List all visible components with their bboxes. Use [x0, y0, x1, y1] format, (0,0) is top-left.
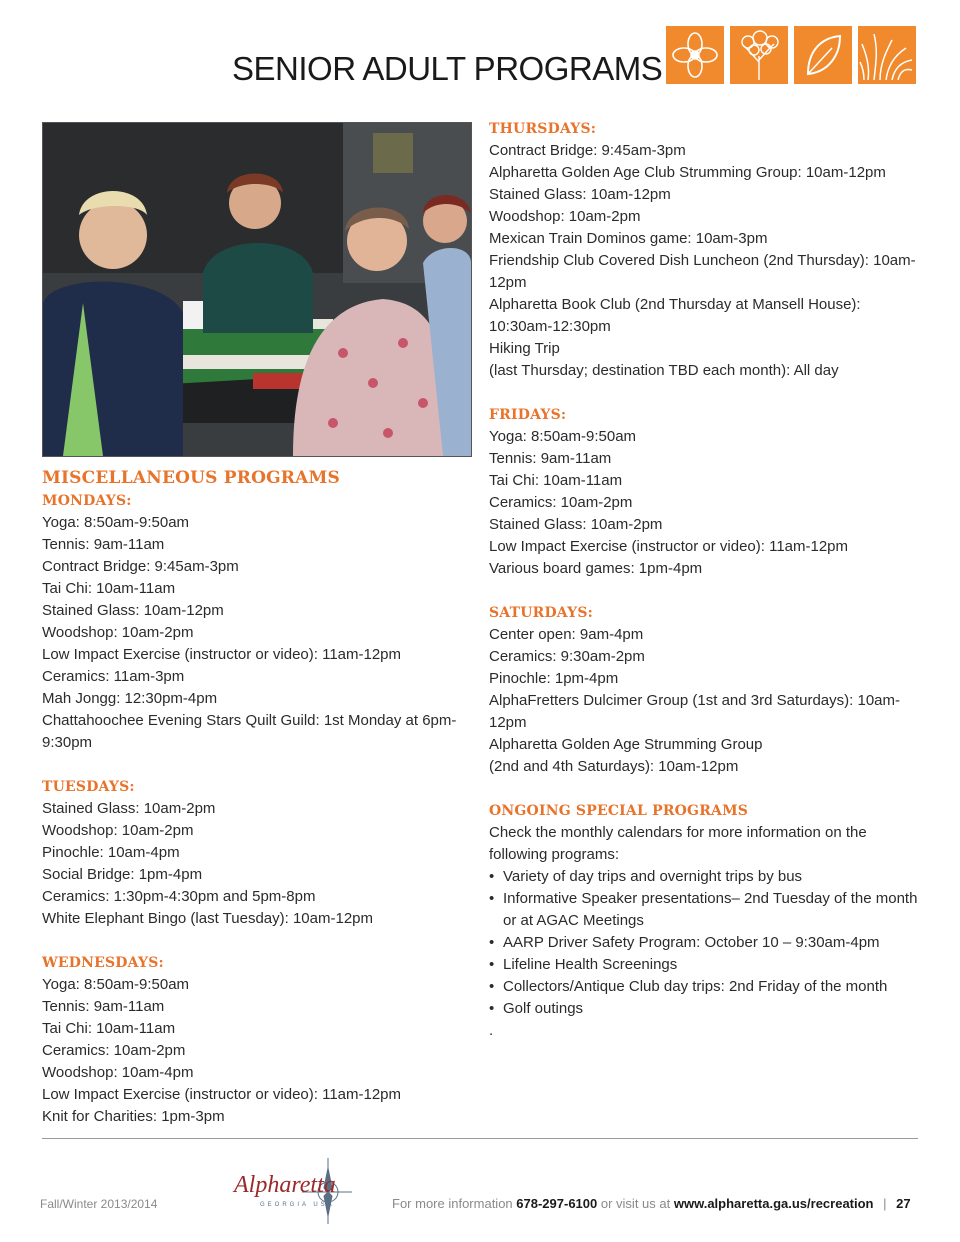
thursdays-heading: THURSDAYS:: [489, 121, 597, 137]
list-item: Pinochle: 1pm-4pm: [489, 670, 619, 687]
footer-divider: [42, 1138, 918, 1139]
list-item: Yoga: 8:50am-9:50am: [42, 514, 190, 531]
group-photo: [42, 122, 472, 457]
list-item: Tennis: 9am-11am: [42, 536, 165, 553]
list-item: Low Impact Exercise (instructor or video): 11am-12pm: [42, 1086, 402, 1103]
bullet-item: • Golf outings: [489, 998, 919, 1020]
list-item: AlphaFretters Dulcimer Group (1st and 3rd Saturdays): 10am-12pm: [489, 692, 900, 731]
bullet-item: • AARP Driver Safety Program: October 10 – 9:30am-4pm: [489, 932, 919, 954]
list-item: (last Thursday; destination TBD each month): All day: [489, 362, 839, 379]
footer-separator: |: [883, 1196, 887, 1211]
footer-info-middle: or visit us at: [600, 1196, 671, 1211]
list-item: Friendship Club Covered Dish Luncheon (2nd Thursday): 10am-12pm: [489, 252, 916, 291]
list-item: Ceramics: 11am-3pm: [42, 668, 185, 685]
list-item: Tai Chi: 10am-11am: [42, 1020, 176, 1037]
left-column: [42, 466, 472, 1128]
list-item: Alpharetta Golden Age Club Strumming Group: 10am-12pm: [489, 164, 886, 181]
ongoing-bullet-list: [489, 866, 919, 1020]
bullet-item: • Collectors/Antique Club day trips: 2nd Friday of the month: [489, 976, 919, 998]
logo-subtitle: GEORGIA USA: [260, 1202, 335, 1208]
list-item: Pinochle: 10am-4pm: [42, 844, 180, 861]
list-item: Alpharetta Golden Age Strumming Group: [489, 736, 763, 753]
header-icon-strip: [666, 26, 920, 84]
bullet-item: • Lifeline Health Screenings: [489, 954, 919, 976]
tuesdays-heading: TUESDAYS:: [42, 779, 135, 795]
logo-wordmark: Alpharetta: [234, 1172, 336, 1198]
list-item: Woodshop: 10am-2pm: [42, 624, 194, 641]
saturdays-heading: SATURDAYS:: [489, 605, 594, 621]
page-number: 27: [896, 1196, 911, 1211]
list-item: Mah Jongg: 12:30pm-4pm: [42, 690, 218, 707]
list-item: White Elephant Bingo (last Tuesday): 10am-12pm: [42, 910, 374, 927]
mondays-heading: MONDAYS:: [42, 493, 132, 509]
footer-season: Fall/Winter 2013/2014: [40, 1197, 158, 1211]
flower-icon: [666, 26, 724, 84]
trailing-mark: .: [489, 1022, 494, 1039]
alpharetta-logo: [232, 1158, 352, 1224]
list-item: Low Impact Exercise (instructor or video): 11am-12pm: [42, 646, 402, 663]
list-item: Mexican Train Dominos game: 10am-3pm: [489, 230, 768, 247]
ongoing-intro: Check the monthly calendars for more information on the following programs:: [489, 824, 867, 863]
tree-icon: [730, 26, 788, 84]
list-item: Yoga: 8:50am-9:50am: [489, 428, 637, 445]
footer-contact: [392, 1196, 911, 1211]
wednesdays-heading: WEDNESDAYS:: [42, 955, 164, 971]
list-item: Hiking Trip: [489, 340, 560, 357]
list-item: Chattahoochee Evening Stars Quilt Guild: 1st Monday at 6pm-9:30pm: [42, 712, 457, 751]
misc-heading: MISCELLANEOUS PROGRAMS: [42, 468, 341, 488]
list-item: Various board games: 1pm-4pm: [489, 560, 703, 577]
list-item: Yoga: 8:50am-9:50am: [42, 976, 190, 993]
footer-phone: 678-297-6100: [516, 1196, 598, 1211]
page-title: SENIOR ADULT PROGRAMS: [232, 50, 663, 87]
list-item: Social Bridge: 1pm-4pm: [42, 866, 203, 883]
list-item: Tai Chi: 10am-11am: [489, 472, 623, 489]
list-item: Center open: 9am-4pm: [489, 626, 644, 643]
ongoing-heading: ONGOING SPECIAL PROGRAMS: [489, 803, 749, 819]
bullet-item: • Variety of day trips and overnight trips by bus: [489, 866, 919, 888]
list-item: Woodshop: 10am-4pm: [42, 1064, 194, 1081]
list-item: Low Impact Exercise (instructor or video): 11am-12pm: [489, 538, 849, 555]
list-item: Stained Glass: 10am-2pm: [42, 800, 216, 817]
right-column: [489, 118, 919, 1042]
list-item: Woodshop: 10am-2pm: [489, 208, 641, 225]
list-item: Ceramics: 10am-2pm: [42, 1042, 186, 1059]
list-item: Woodshop: 10am-2pm: [42, 822, 194, 839]
leaf-icon: [794, 26, 852, 84]
list-item: Stained Glass: 10am-12pm: [489, 186, 671, 203]
grass-icon: [858, 26, 916, 84]
list-item: Tennis: 9am-11am: [42, 998, 165, 1015]
list-item: Alpharetta Book Club (2nd Thursday at Mansell House): 10:30am-12:30pm: [489, 296, 861, 335]
fridays-heading: FRIDAYS:: [489, 407, 567, 423]
list-item: Stained Glass: 10am-2pm: [489, 516, 663, 533]
list-item: Ceramics: 10am-2pm: [489, 494, 633, 511]
list-item: Knit for Charities: 1pm-3pm: [42, 1108, 225, 1125]
footer-url-link[interactable]: www.alpharetta.ga.us/recreation: [673, 1196, 874, 1211]
bullet-item: • Informative Speaker presentations– 2nd Tuesday of the month or at AGAC Meetings: [489, 888, 919, 932]
list-item: Contract Bridge: 9:45am-3pm: [489, 142, 686, 159]
list-item: Ceramics: 9:30am-2pm: [489, 648, 645, 665]
list-item: Tennis: 9am-11am: [489, 450, 612, 467]
group-of-seniors-playing-mahjong-photo: [43, 123, 471, 456]
list-item: Contract Bridge: 9:45am-3pm: [42, 558, 239, 575]
list-item: (2nd and 4th Saturdays): 10am-12pm: [489, 758, 739, 775]
footer-info-prefix: For more information: [392, 1196, 513, 1211]
list-item: Stained Glass: 10am-12pm: [42, 602, 224, 619]
list-item: Ceramics: 1:30pm-4:30pm and 5pm-8pm: [42, 888, 316, 905]
list-item: Tai Chi: 10am-11am: [42, 580, 176, 597]
